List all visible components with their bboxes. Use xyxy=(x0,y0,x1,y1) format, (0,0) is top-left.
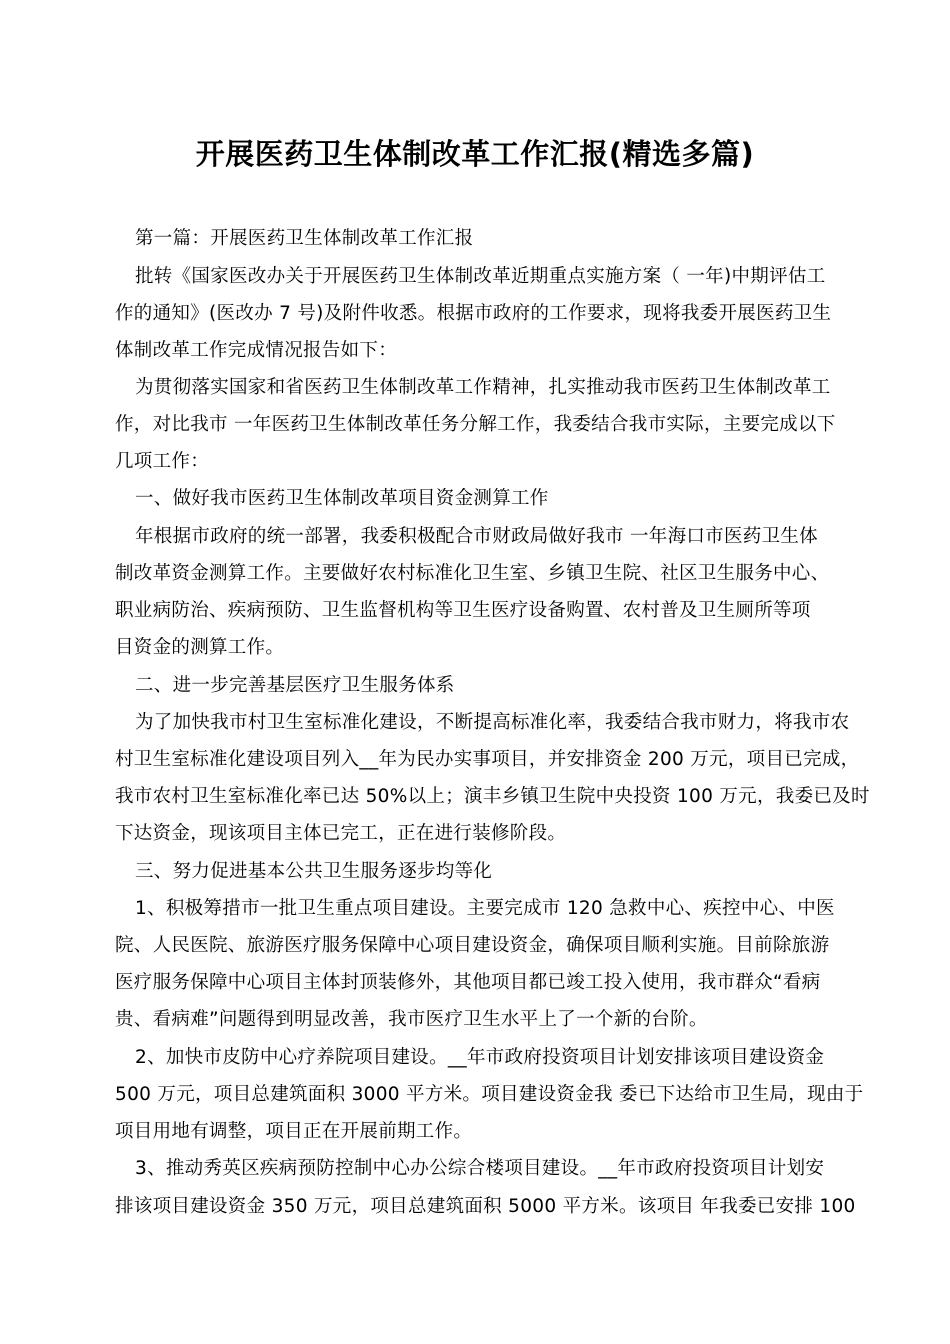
paragraph-line: 几项工作： xyxy=(115,451,210,472)
paragraph-line: 1、积极筹措市一批卫生重点项目建设。主要完成市 120 急救中心、疾控中心、中医 xyxy=(135,898,835,919)
paragraph-line: 制改革资金测算工作。主要做好农村标准化卫生室、乡镇卫生院、社区卫生服务中心、 xyxy=(115,563,830,584)
paragraph-line: 作，对比我市 一年医药卫生体制改革任务分解工作，我委结合我市实际，主要完成以下 xyxy=(115,414,836,435)
paragraph-line: 院、人民医院、旅游医疗服务保障中心项目建设资金，确保项目顺利实施。目前除旅游 xyxy=(115,935,830,956)
paragraph-line: 我市农村卫生室标准化率已达 50%以上；演丰乡镇卫生院中央投资 100 万元，我委已及时 xyxy=(115,786,870,807)
document-title: 开展医药卫生体制改革工作汇报(精选多篇) xyxy=(195,137,755,171)
paragraph-line: 项目用地有调整，项目正在开展前期工作。 xyxy=(115,1121,473,1142)
section-heading: 二、进一步完善基层医疗卫生服务体系 xyxy=(135,675,455,696)
paragraph-line: 排该项目建设资金 350 万元，项目总建筑面积 5000 平方米。该项目 年我委已安排 100 xyxy=(115,1196,856,1217)
paragraph-line: 医疗服务保障中心项目主体封顶装修外，其他项目都已竣工投入使用，我市群众“看病 xyxy=(115,972,821,993)
paragraph-line: 批转《国家医改办关于开展医药卫生体制改革近期重点实施方案（ 一年)中期评估工 xyxy=(135,266,826,287)
paragraph-line: 贵、看病难”问题得到明显改善，我市医疗卫生水平上了一个新的台阶。 xyxy=(115,1009,708,1030)
section-heading: 三、努力促进基本公共卫生服务逐步均等化 xyxy=(135,861,493,882)
paragraph-line: 为了加快我市村卫生室标准化建设，不断提高标准化率，我委结合我市财力，将我市农 xyxy=(135,712,850,733)
paragraph-line: 3、推动秀英区疾病预防控制中心办公综合楼项目建设。__年市政府投资项目计划安 xyxy=(135,1158,825,1179)
paragraph-line: 作的通知》(医改办 7 号)及附件收悉。根据市政府的工作要求，现将我委开展医药卫生 xyxy=(115,303,832,324)
paragraph-line: 目资金的测算工作。 xyxy=(115,637,285,658)
paragraph-line: 下达资金，现该项目主体已完工，正在进行装修阶段。 xyxy=(115,823,567,844)
paragraph-line: 2、加快市皮防中心疗养院项目建设。__年市政府投资项目计划安排该项目建设资金 xyxy=(135,1047,825,1068)
paragraph-line: 500 万元，项目总建筑面积 3000 平方米。项目建设资金我 委已下达给市卫生局，现由于 xyxy=(115,1084,864,1105)
paragraph-line: 职业病防治、疾病预防、卫生监督机构等卫生医疗设备购置、农村普及卫生厕所等项 xyxy=(115,600,811,621)
paragraph-line: 年根据市政府的统一部署，我委积极配合市财政局做好我市 一年海口市医药卫生体 xyxy=(135,526,818,547)
paragraph-line: 为贯彻落实国家和省医药卫生体制改革工作精神，扎实推动我市医药卫生体制改革工 xyxy=(135,377,831,398)
section-heading: 第一篇：开展医药卫生体制改革工作汇报 xyxy=(135,228,474,249)
paragraph-line: 体制改革工作完成情况报告如下： xyxy=(115,340,398,361)
paragraph-line: 村卫生室标准化建设项目列入__年为民办实事项目，并安排资金 200 万元，项目已完成， xyxy=(115,749,860,770)
section-heading: 一、做好我市医药卫生体制改革项目资金测算工作 xyxy=(135,488,549,509)
